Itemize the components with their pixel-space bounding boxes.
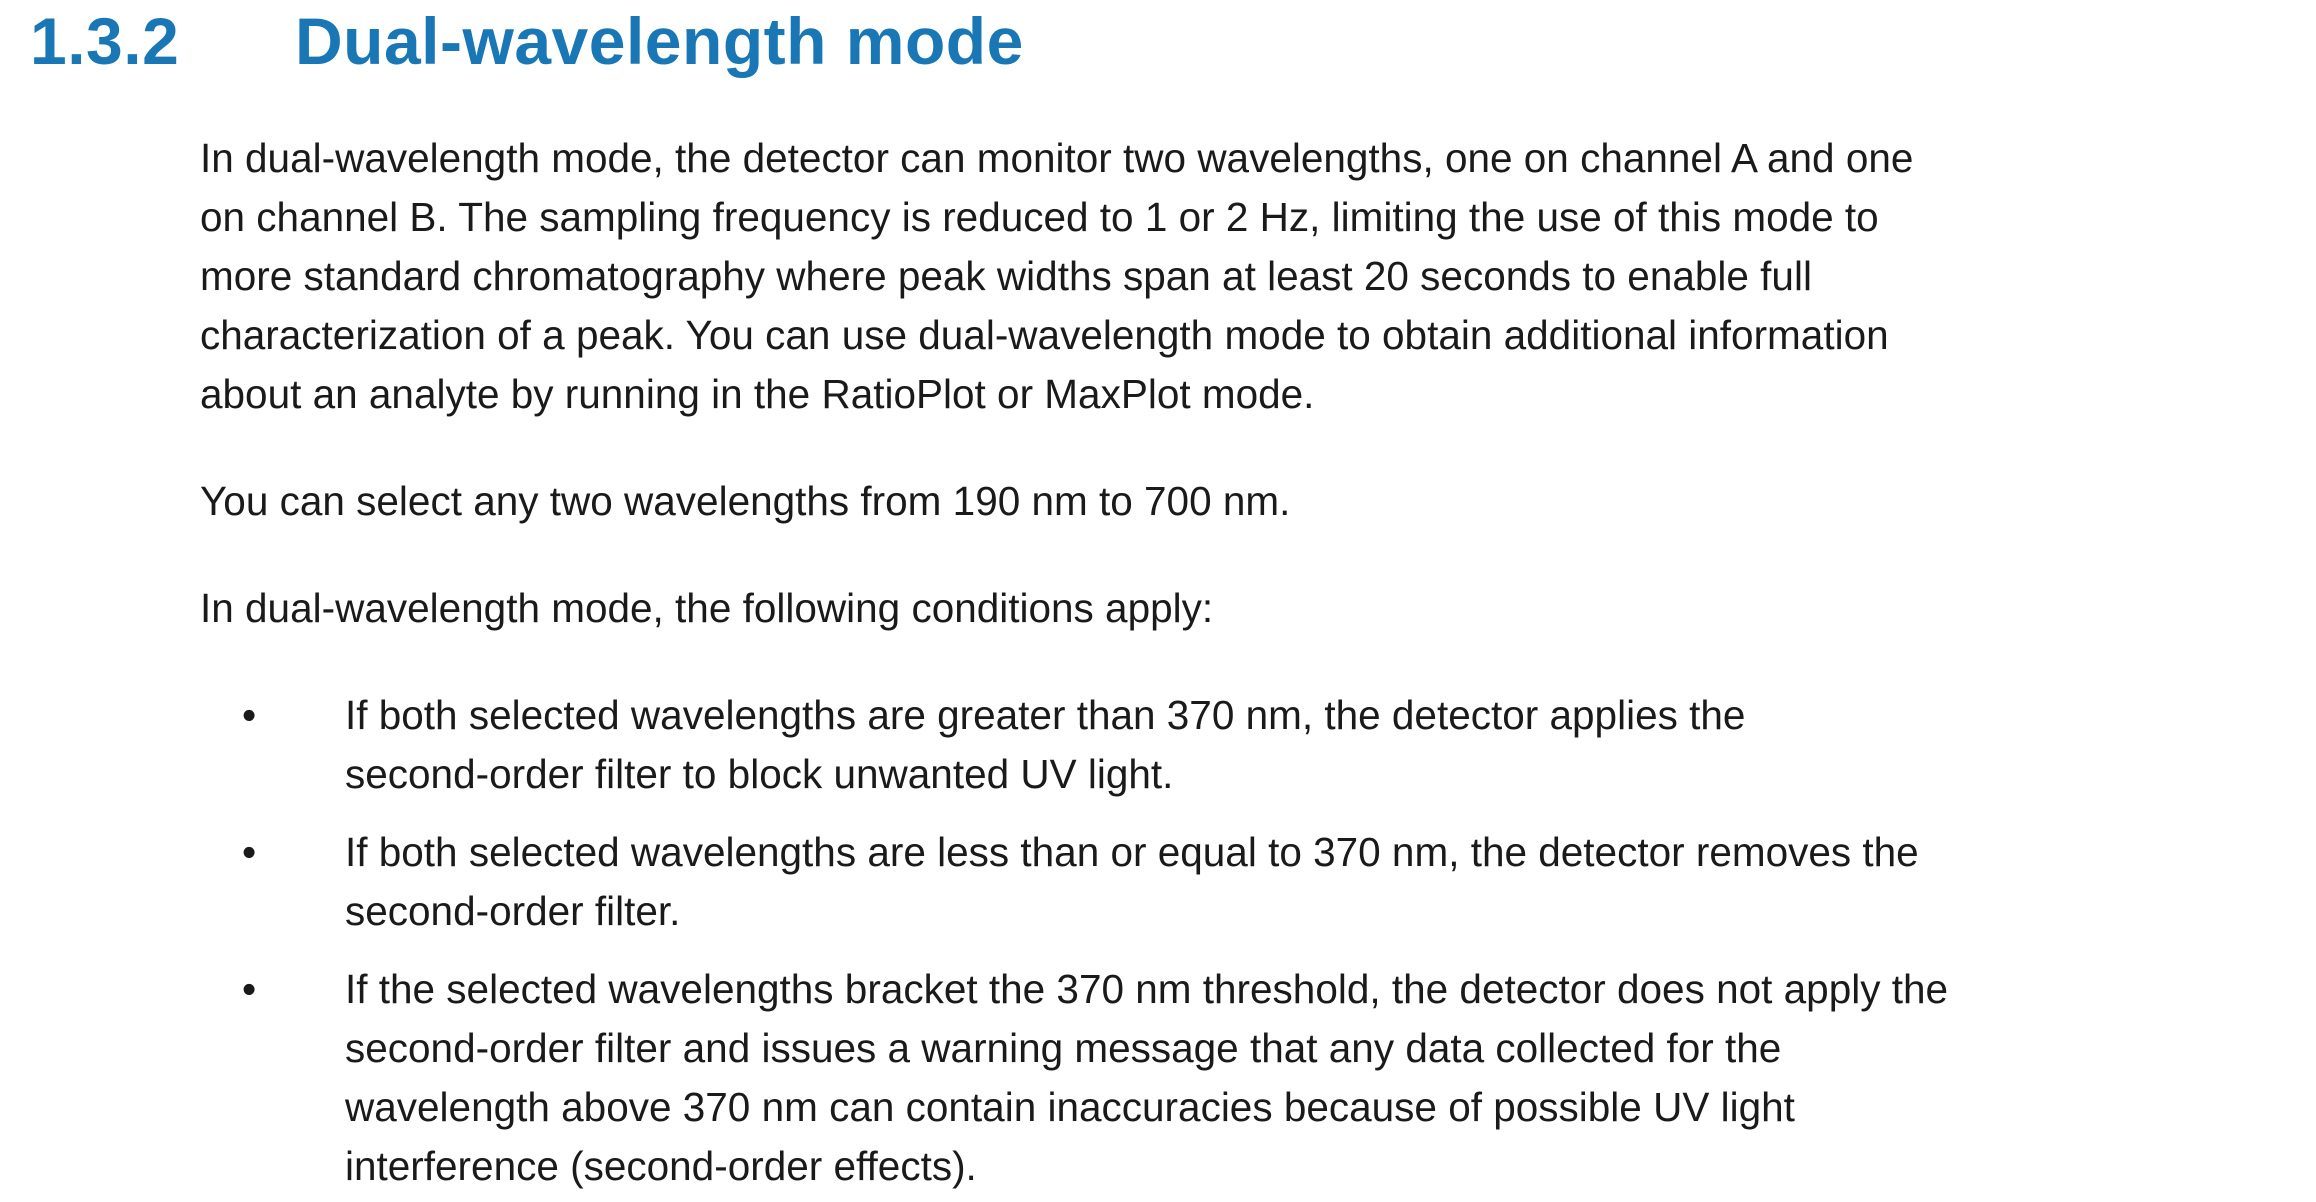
bullet-text bbox=[345, 686, 2316, 804]
paragraph-line: about an analyte by running in the RatioPlot or MaxPlot mode. bbox=[200, 371, 1315, 418]
paragraph bbox=[200, 472, 2316, 531]
paragraph-line: more standard chromatography where peak widths span at least 20 seconds to enable full bbox=[200, 253, 1812, 300]
bullet-line: interference (second-order effects). bbox=[345, 1143, 977, 1190]
paragraph bbox=[200, 129, 2316, 424]
paragraph-line: You can select any two wavelengths from 190 nm to 700 nm. bbox=[200, 478, 1291, 525]
bullet-line: wavelength above 370 nm can contain inaccuracies because of possible UV light bbox=[345, 1084, 1795, 1131]
bullet-line: second-order filter. bbox=[345, 888, 681, 935]
bullet-text bbox=[345, 823, 2316, 941]
paragraph-line: In dual-wavelength mode, the following conditions apply: bbox=[200, 585, 1214, 632]
bullet-line: If both selected wavelengths are less than or equal to 370 nm, the detector removes the bbox=[345, 829, 1919, 876]
section-number: 1.3.2 bbox=[30, 4, 180, 78]
bullet-line: If the selected wavelengths bracket the 370 nm threshold, the detector does not apply the bbox=[345, 966, 1949, 1013]
bullet-marker-icon: • bbox=[242, 966, 257, 1013]
bullet-item bbox=[200, 823, 2316, 941]
paragraph-line: characterization of a peak. You can use dual-wavelength mode to obtain additional information bbox=[200, 312, 1889, 359]
paragraph-line: In dual-wavelength mode, the detector can monitor two wavelengths, one on channel A and one bbox=[200, 135, 1914, 182]
bullet-marker-icon: • bbox=[242, 829, 257, 876]
paragraph bbox=[200, 579, 2316, 638]
bullet-line: second-order filter and issues a warning message that any data collected for the bbox=[345, 1025, 1782, 1072]
paragraph-line: on channel B. The sampling frequency is reduced to 1 or 2 Hz, limiting the use of this mode to bbox=[200, 194, 1879, 241]
section-heading bbox=[30, 6, 2316, 77]
section-content bbox=[200, 77, 2316, 1196]
bullet-line: second-order filter to block unwanted UV light. bbox=[345, 751, 1174, 798]
bullet-marker-icon: • bbox=[242, 692, 257, 739]
bullet-item bbox=[200, 686, 2316, 804]
bullet-item bbox=[200, 960, 2316, 1196]
section-title: Dual-wavelength mode bbox=[295, 4, 1024, 78]
bullet-text bbox=[345, 960, 2316, 1196]
bullet-line: If both selected wavelengths are greater than 370 nm, the detector applies the bbox=[345, 692, 1746, 739]
